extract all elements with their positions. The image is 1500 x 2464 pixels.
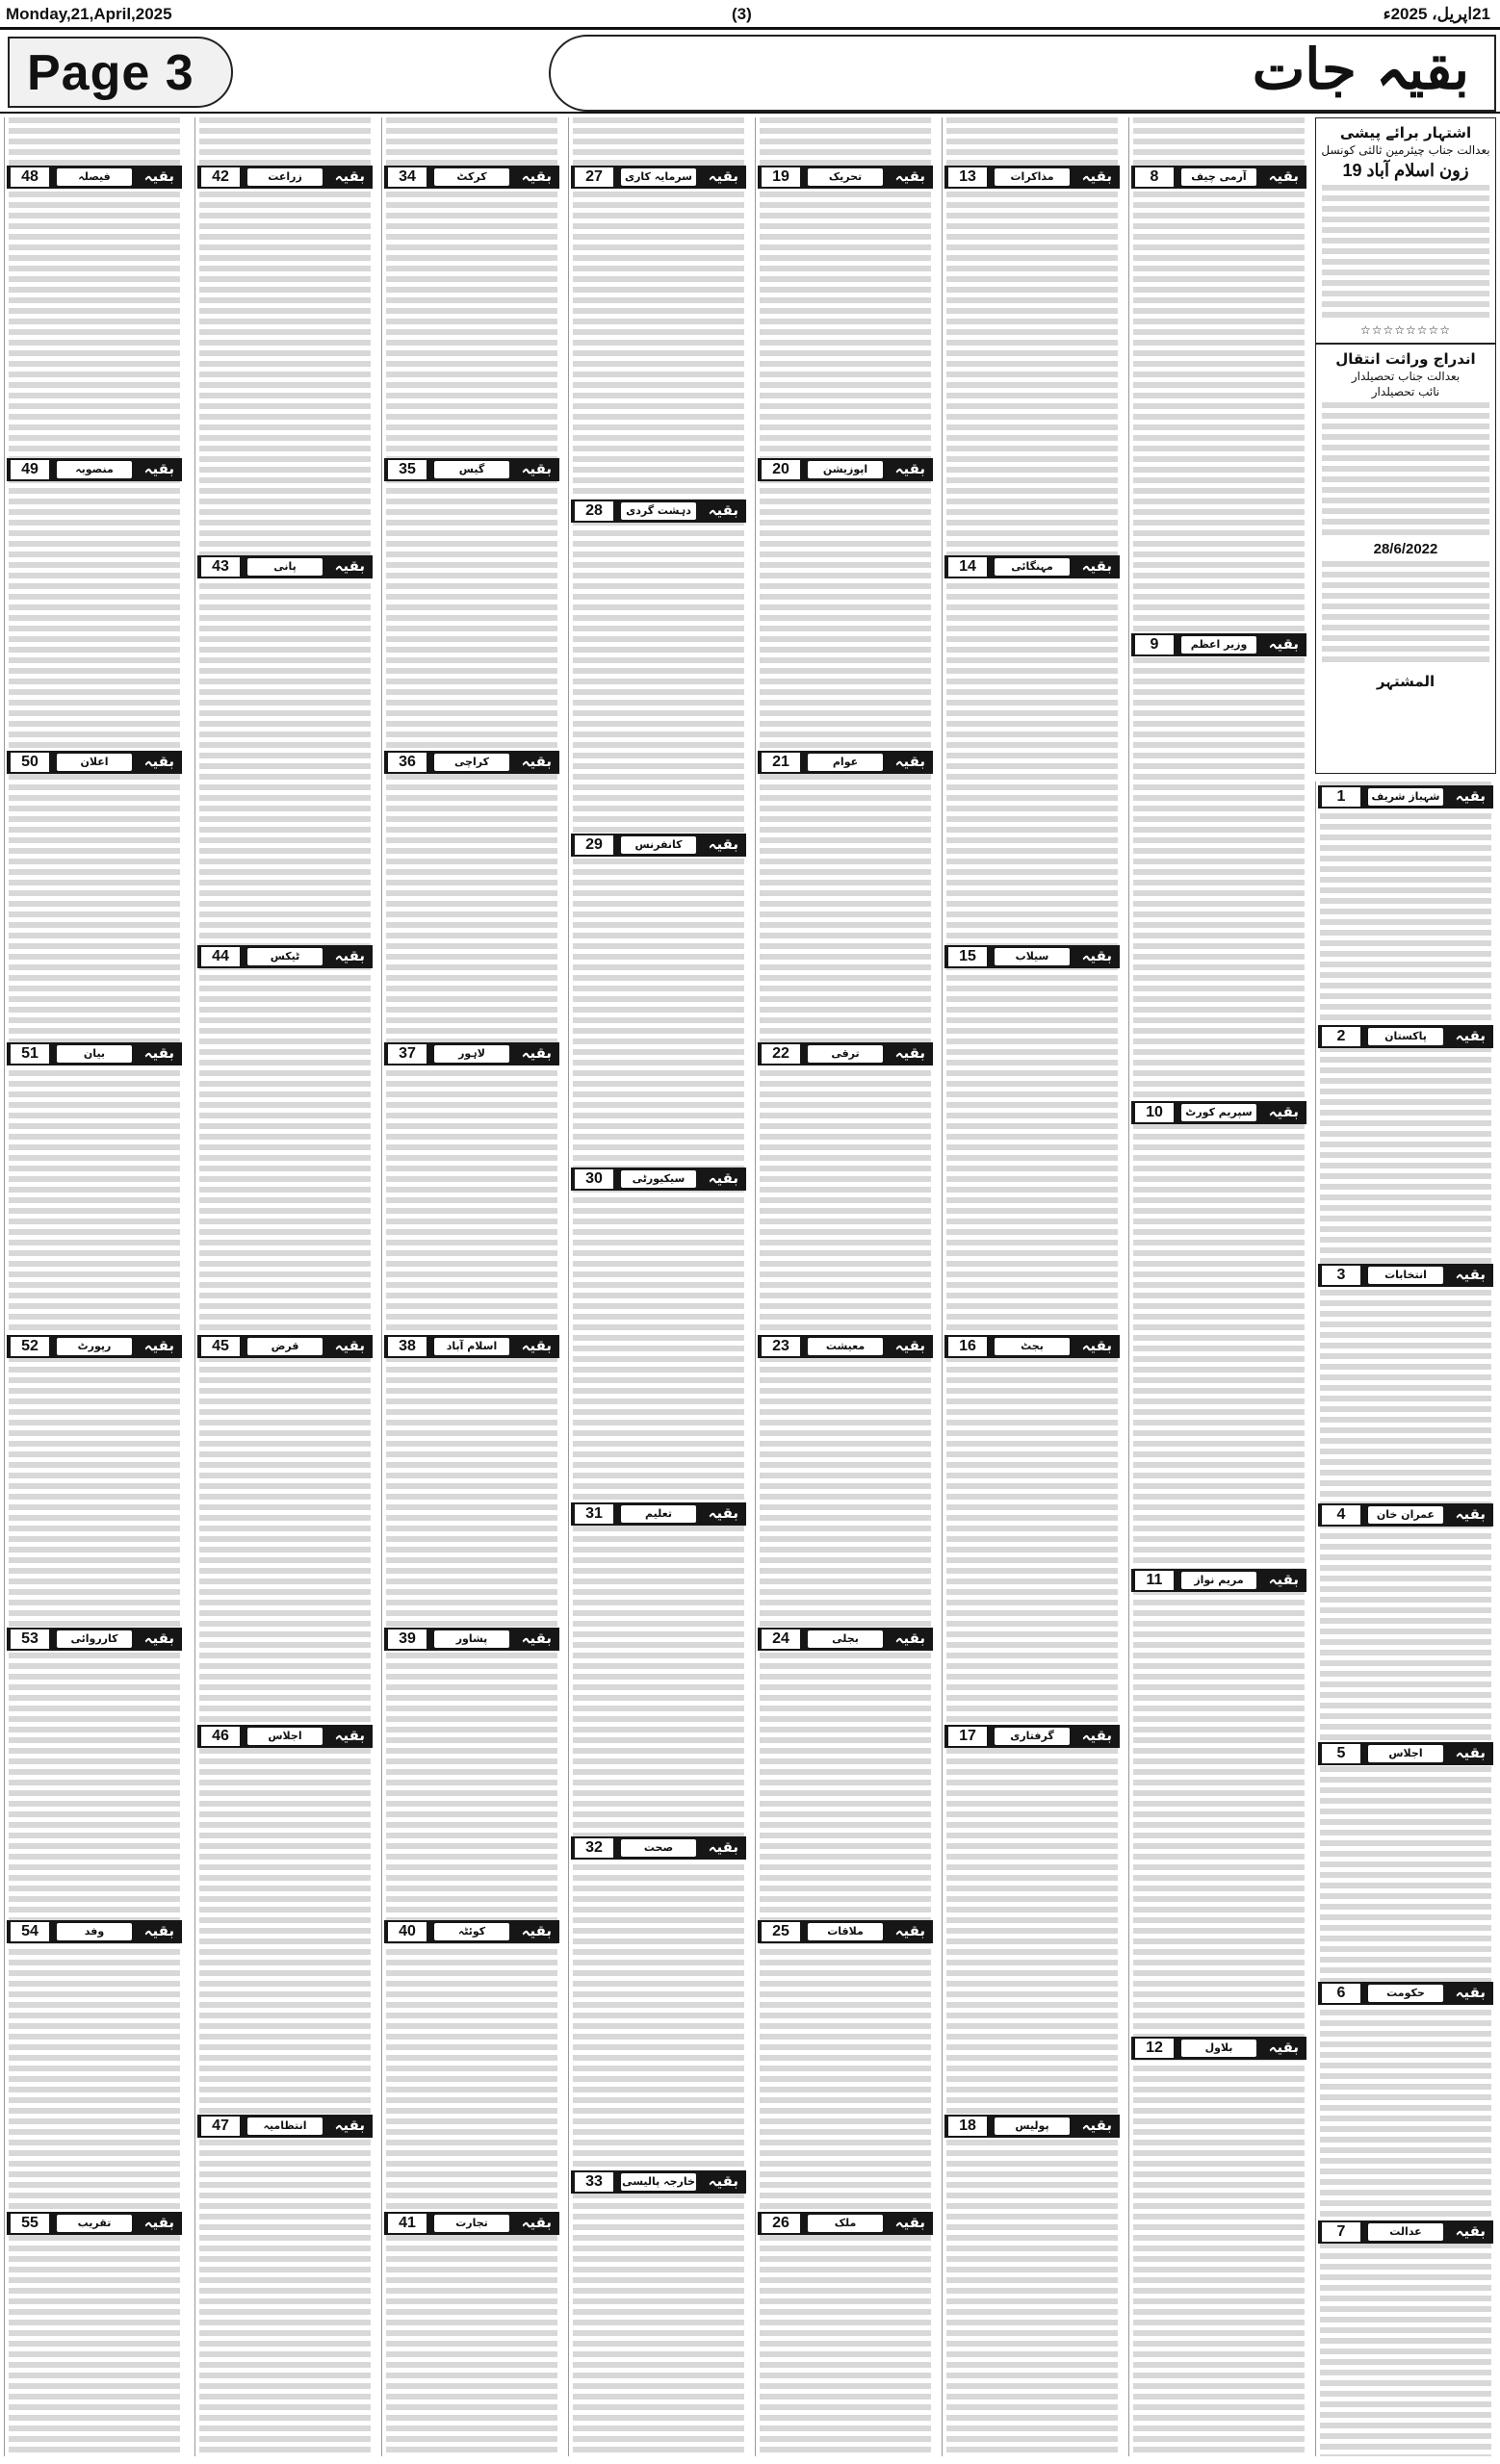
continuation-banner: [944, 1335, 1120, 1358]
banner-topic: سپریم کورٹ: [1181, 1104, 1256, 1121]
news-column-8: [4, 117, 184, 2456]
banner-topic: مہنگائی: [995, 558, 1070, 576]
banner-topic: کانفرنس: [621, 836, 696, 854]
continuation-banner: [1131, 1569, 1306, 1592]
banner-word: بقیہ: [1268, 1571, 1299, 1588]
advert-stars: ☆☆☆☆☆☆☆☆: [1359, 323, 1452, 337]
banner-topic: تقریب: [57, 2215, 132, 2232]
banner-number: 31: [575, 1504, 613, 1524]
banner-number: 23: [762, 1337, 800, 1356]
banner-topic: شہباز شریف: [1368, 788, 1443, 806]
continuation-banner: [571, 1168, 746, 1191]
banner-topic: اجلاس: [1368, 1745, 1443, 1762]
continuation-banner: [384, 458, 559, 481]
banner-topic: اعلان: [57, 754, 132, 771]
banner-number: 44: [201, 947, 240, 966]
banner-word: بقیہ: [521, 1044, 552, 1062]
continuation-banner: [7, 1920, 182, 1943]
banner-word: بقیہ: [521, 1337, 552, 1354]
banner-number: 6: [1322, 1984, 1360, 2003]
inheritance-court: بعدالت جناب تحصیلدار: [1351, 370, 1461, 383]
banner-number: 51: [11, 1044, 49, 1064]
continuation-banner: [758, 1628, 933, 1651]
continuation-banner: [384, 166, 559, 189]
banner-word: بقیہ: [1268, 167, 1299, 185]
banner-topic: پشاور: [434, 1630, 509, 1648]
banner-word: بقیہ: [334, 1337, 365, 1354]
continuation-banner: [571, 834, 746, 857]
banner-topic: وزیر اعظم: [1181, 636, 1256, 654]
inheritance-subcourt: نائب تحصیلدار: [1371, 385, 1440, 398]
news-column-7: [194, 117, 375, 2456]
banner-word: بقیہ: [894, 460, 925, 477]
banner-topic: لاہور: [434, 1045, 509, 1063]
top-rule: [0, 27, 1500, 30]
banner-topic: دہشت گردی: [621, 502, 696, 520]
continuation-banner: [7, 2212, 182, 2235]
banner-number: 28: [575, 501, 613, 521]
page-label: Page 3: [27, 45, 194, 101]
banner-topic: کراچی: [434, 754, 509, 771]
banner-number: 45: [201, 1337, 240, 1356]
banner-number: 55: [11, 2214, 49, 2233]
banner-topic: فیصلہ: [57, 168, 132, 186]
column-body-text: [199, 117, 371, 2456]
continuation-banner: [1318, 1982, 1493, 2005]
banner-word: بقیہ: [1455, 1505, 1486, 1523]
continuation-banner: [197, 1725, 373, 1748]
banner-word: بقیہ: [1268, 1103, 1299, 1120]
banner-word: بقیہ: [143, 1922, 174, 1939]
banner-number: 3: [1322, 1266, 1360, 1285]
banner-word: بقیہ: [143, 1337, 174, 1354]
banner-topic: عدالت: [1368, 2223, 1443, 2241]
banner-number: 10: [1135, 1103, 1174, 1122]
banner-word: بقیہ: [1081, 1727, 1112, 1744]
banner-word: بقیہ: [1455, 1984, 1486, 2001]
news-column-2: [1128, 117, 1308, 2456]
banner-number: 17: [948, 1727, 987, 1746]
banner-number: 8: [1135, 167, 1174, 187]
banner-topic: ٹیکس: [247, 948, 323, 965]
banner-topic: بجٹ: [995, 1338, 1070, 1355]
banner-topic: خارجہ پالیسی: [621, 2173, 696, 2191]
banner-topic: معیشت: [808, 1338, 883, 1355]
continuation-banner: [1131, 1101, 1306, 1124]
banner-number: 18: [948, 2117, 987, 2136]
advert-zone: 19 زون اسلام آباد: [1342, 161, 1469, 180]
continuation-banner: [384, 2212, 559, 2235]
banner-number: 19: [762, 167, 800, 187]
continuation-banner: [571, 500, 746, 523]
banner-word: بقیہ: [1455, 787, 1486, 805]
section-title-box: [549, 35, 1496, 112]
banner-number: 2: [1322, 1027, 1360, 1046]
banner-topic: قرض: [247, 1338, 323, 1355]
banner-word: بقیہ: [708, 835, 738, 853]
banner-word: بقیہ: [334, 947, 365, 964]
inheritance-body-text-2: [1322, 561, 1489, 667]
banner-number: 41: [388, 2214, 427, 2233]
banner-number: 40: [388, 1922, 427, 1941]
banner-word: بقیہ: [708, 2172, 738, 2190]
banner-number: 53: [11, 1630, 49, 1649]
banner-topic: مریم نواز: [1181, 1572, 1256, 1589]
english-date: Monday,21,April,2025: [6, 5, 172, 23]
column-body-text: [946, 117, 1118, 2456]
banner-number: 9: [1135, 635, 1174, 654]
continuation-banner: [7, 751, 182, 774]
continuation-banner: [1318, 785, 1493, 808]
banner-number: 43: [201, 557, 240, 577]
banner-number: 24: [762, 1630, 800, 1649]
urdu-date: 21اپریل، 2025ء: [1383, 5, 1490, 23]
continuation-banner: [384, 1335, 559, 1358]
banner-number: 52: [11, 1337, 49, 1356]
inheritance-body-text: [1322, 402, 1489, 537]
banner-topic: آرمی چیف: [1181, 168, 1256, 186]
banner-number: 34: [388, 167, 427, 187]
page-number: (3): [732, 5, 752, 23]
banner-number: 48: [11, 167, 49, 187]
banner-word: بقیہ: [521, 167, 552, 185]
banner-word: بقیہ: [708, 167, 738, 185]
advertiser-label: المشتہر: [1376, 673, 1435, 690]
banner-number: 15: [948, 947, 987, 966]
banner-number: 25: [762, 1922, 800, 1941]
advert-court: بعدالت جناب چیئرمین ثالثی کونسل: [1321, 143, 1490, 157]
banner-number: 47: [201, 2117, 240, 2136]
banner-topic: تجارت: [434, 2215, 509, 2232]
banner-topic: پولیس: [995, 2118, 1070, 2135]
banner-topic: کوئٹہ: [434, 1923, 509, 1940]
continuation-banner: [384, 1042, 559, 1065]
banner-number: 26: [762, 2214, 800, 2233]
banner-number: 36: [388, 753, 427, 772]
banner-word: بقیہ: [894, 1044, 925, 1062]
continuation-banner: [384, 1628, 559, 1651]
banner-topic: زراعت: [247, 168, 323, 186]
inheritance-title: اندراج وراثت انتقال: [1335, 350, 1476, 368]
banner-word: بقیہ: [708, 1169, 738, 1187]
continuation-banner: [7, 1628, 182, 1651]
continuation-banner: [197, 945, 373, 968]
banner-word: بقیہ: [143, 1044, 174, 1062]
continuation-banner: [1318, 1025, 1493, 1048]
banner-word: بقیہ: [708, 1838, 738, 1856]
page-label-box: [8, 37, 233, 108]
banner-topic: سیلاب: [995, 948, 1070, 965]
banner-number: 50: [11, 753, 49, 772]
banner-topic: ملک: [808, 2215, 883, 2232]
banner-word: بقیہ: [143, 2214, 174, 2231]
banner-topic: عوام: [808, 754, 883, 771]
banner-number: 29: [575, 835, 613, 855]
news-column-3: [942, 117, 1122, 2456]
banner-number: 35: [388, 460, 427, 479]
banner-word: بقیہ: [521, 460, 552, 477]
continuation-banner: [1318, 2220, 1493, 2244]
banner-word: بقیہ: [1081, 947, 1112, 964]
banner-number: 33: [575, 2172, 613, 2192]
banner-number: 49: [11, 460, 49, 479]
continuation-banner: [944, 1725, 1120, 1748]
banner-topic: کرکٹ: [434, 168, 509, 186]
banner-number: 16: [948, 1337, 987, 1356]
banner-number: 12: [1135, 2039, 1174, 2058]
continuation-banner: [571, 1502, 746, 1526]
continuation-banner: [7, 166, 182, 189]
banner-number: 14: [948, 557, 987, 577]
continuation-banner: [758, 458, 933, 481]
continuation-banner: [758, 751, 933, 774]
continuation-banner: [758, 166, 933, 189]
banner-topic: بجلی: [808, 1630, 883, 1648]
news-column-4: [755, 117, 935, 2456]
continuation-banner: [1318, 1742, 1493, 1765]
banner-word: بقیہ: [334, 1727, 365, 1744]
continuation-banner: [7, 1335, 182, 1358]
banner-number: 7: [1322, 2222, 1360, 2242]
banner-topic: مذاکرات: [995, 168, 1070, 186]
banner-number: 13: [948, 167, 987, 187]
news-column-1: [1315, 782, 1495, 2456]
banner-word: بقیہ: [1081, 557, 1112, 575]
banner-word: بقیہ: [143, 460, 174, 477]
banner-word: بقیہ: [143, 753, 174, 770]
banner-word: بقیہ: [708, 501, 738, 519]
banner-topic: وفد: [57, 1923, 132, 1940]
banner-topic: بلاول: [1181, 2040, 1256, 2057]
inheritance-date: 28/6/2022: [1373, 541, 1438, 557]
banner-topic: سیکیورٹی: [621, 1170, 696, 1188]
banner-number: 20: [762, 460, 800, 479]
banner-word: بقیہ: [1081, 2117, 1112, 2134]
advert-title: اشتہار برائے پیشی: [1339, 124, 1472, 141]
banner-topic: پانی: [247, 558, 323, 576]
continuation-banner: [1131, 633, 1306, 656]
continuation-banner: [571, 166, 746, 189]
banner-word: بقیہ: [894, 2214, 925, 2231]
banner-topic: تعلیم: [621, 1505, 696, 1523]
banner-number: 27: [575, 167, 613, 187]
banner-topic: اپوزیشن: [808, 461, 883, 478]
banner-word: بقیہ: [334, 557, 365, 575]
banner-word: بقیہ: [894, 1922, 925, 1939]
top-dateline: [0, 0, 1500, 29]
banner-number: 11: [1135, 1571, 1174, 1590]
banner-word: بقیہ: [1268, 635, 1299, 653]
continuation-banner: [7, 1042, 182, 1065]
banner-number: 22: [762, 1044, 800, 1064]
banner-word: بقیہ: [1081, 1337, 1112, 1354]
banner-word: بقیہ: [521, 1922, 552, 1939]
continuation-banner: [758, 1042, 933, 1065]
banner-word: بقیہ: [334, 2117, 365, 2134]
banner-topic: عمران خان: [1368, 1506, 1443, 1524]
continuation-banner: [758, 1920, 933, 1943]
banner-word: بقیہ: [1455, 1744, 1486, 1761]
banner-number: 32: [575, 1838, 613, 1858]
continuation-banner: [197, 166, 373, 189]
banner-word: بقیہ: [521, 753, 552, 770]
banner-number: 37: [388, 1044, 427, 1064]
advert-divider: [1316, 343, 1495, 345]
continuation-banner: [1131, 166, 1306, 189]
banner-topic: رپورٹ: [57, 1338, 132, 1355]
continuation-banner: [384, 1920, 559, 1943]
banner-number: 1: [1322, 787, 1360, 807]
banner-topic: کارروائی: [57, 1630, 132, 1648]
news-column-6: [381, 117, 561, 2456]
banner-number: 54: [11, 1922, 49, 1941]
continuation-banner: [1131, 2037, 1306, 2060]
banner-topic: ملاقات: [808, 1923, 883, 1940]
continuation-banner: [197, 1335, 373, 1358]
banner-word: بقیہ: [1455, 1266, 1486, 1283]
advert-box: [1315, 117, 1496, 774]
banner-topic: تحریک: [808, 168, 883, 186]
banner-word: بقیہ: [143, 167, 174, 185]
banner-topic: صحت: [621, 1839, 696, 1857]
banner-topic: سرمایہ کاری: [621, 168, 696, 186]
continuation-banner: [1318, 1264, 1493, 1287]
banner-number: 4: [1322, 1505, 1360, 1525]
continuation-banner: [197, 2115, 373, 2138]
banner-word: بقیہ: [894, 167, 925, 185]
banner-word: بقیہ: [894, 1630, 925, 1647]
banner-topic: گرفتاری: [995, 1728, 1070, 1745]
banner-topic: اسلام آباد: [434, 1338, 509, 1355]
banner-word: بقیہ: [708, 1504, 738, 1522]
banner-word: بقیہ: [143, 1630, 174, 1647]
banner-topic: اجلاس: [247, 1728, 323, 1745]
continuation-banner: [944, 166, 1120, 189]
banner-topic: پاکستان: [1368, 1028, 1443, 1045]
banner-topic: گیس: [434, 461, 509, 478]
banner-word: بقیہ: [1081, 167, 1112, 185]
banner-word: بقیہ: [1455, 1027, 1486, 1044]
banner-topic: انتظامیہ: [247, 2118, 323, 2135]
continuation-banner: [758, 2212, 933, 2235]
banner-topic: بیان: [57, 1045, 132, 1063]
banner-number: 5: [1322, 1744, 1360, 1763]
banner-word: بقیہ: [521, 2214, 552, 2231]
banner-topic: منصوبہ: [57, 461, 132, 478]
continuation-banner: [384, 751, 559, 774]
banner-word: بقیہ: [894, 1337, 925, 1354]
banner-topic: انتخابات: [1368, 1267, 1443, 1284]
continuation-banner: [197, 555, 373, 578]
continuation-banner: [571, 1836, 746, 1860]
continuation-banner: [944, 945, 1120, 968]
continuation-banner: [1318, 1503, 1493, 1527]
banner-word: بقیہ: [1455, 2222, 1486, 2240]
continuation-banner: [944, 2115, 1120, 2138]
continuation-banner: [944, 555, 1120, 578]
section-title: بقیہ جات: [1252, 37, 1469, 102]
masthead-rule: [0, 112, 1500, 114]
banner-topic: حکومت: [1368, 1985, 1443, 2002]
banner-number: 39: [388, 1630, 427, 1649]
banner-number: 30: [575, 1169, 613, 1189]
continuation-banner: [758, 1335, 933, 1358]
banner-word: بقیہ: [334, 167, 365, 185]
banner-number: 21: [762, 753, 800, 772]
news-column-5: [568, 117, 748, 2456]
banner-word: بقیہ: [894, 753, 925, 770]
advert-body-text: [1322, 185, 1489, 320]
banner-word: بقیہ: [1268, 2039, 1299, 2056]
banner-topic: ترقی: [808, 1045, 883, 1063]
banner-number: 46: [201, 1727, 240, 1746]
banner-word: بقیہ: [521, 1630, 552, 1647]
banner-number: 42: [201, 167, 240, 187]
continuation-banner: [571, 2170, 746, 2194]
column-body-text: [573, 117, 744, 2456]
continuation-banner: [7, 458, 182, 481]
column-body-text: [1133, 117, 1305, 2456]
banner-number: 38: [388, 1337, 427, 1356]
